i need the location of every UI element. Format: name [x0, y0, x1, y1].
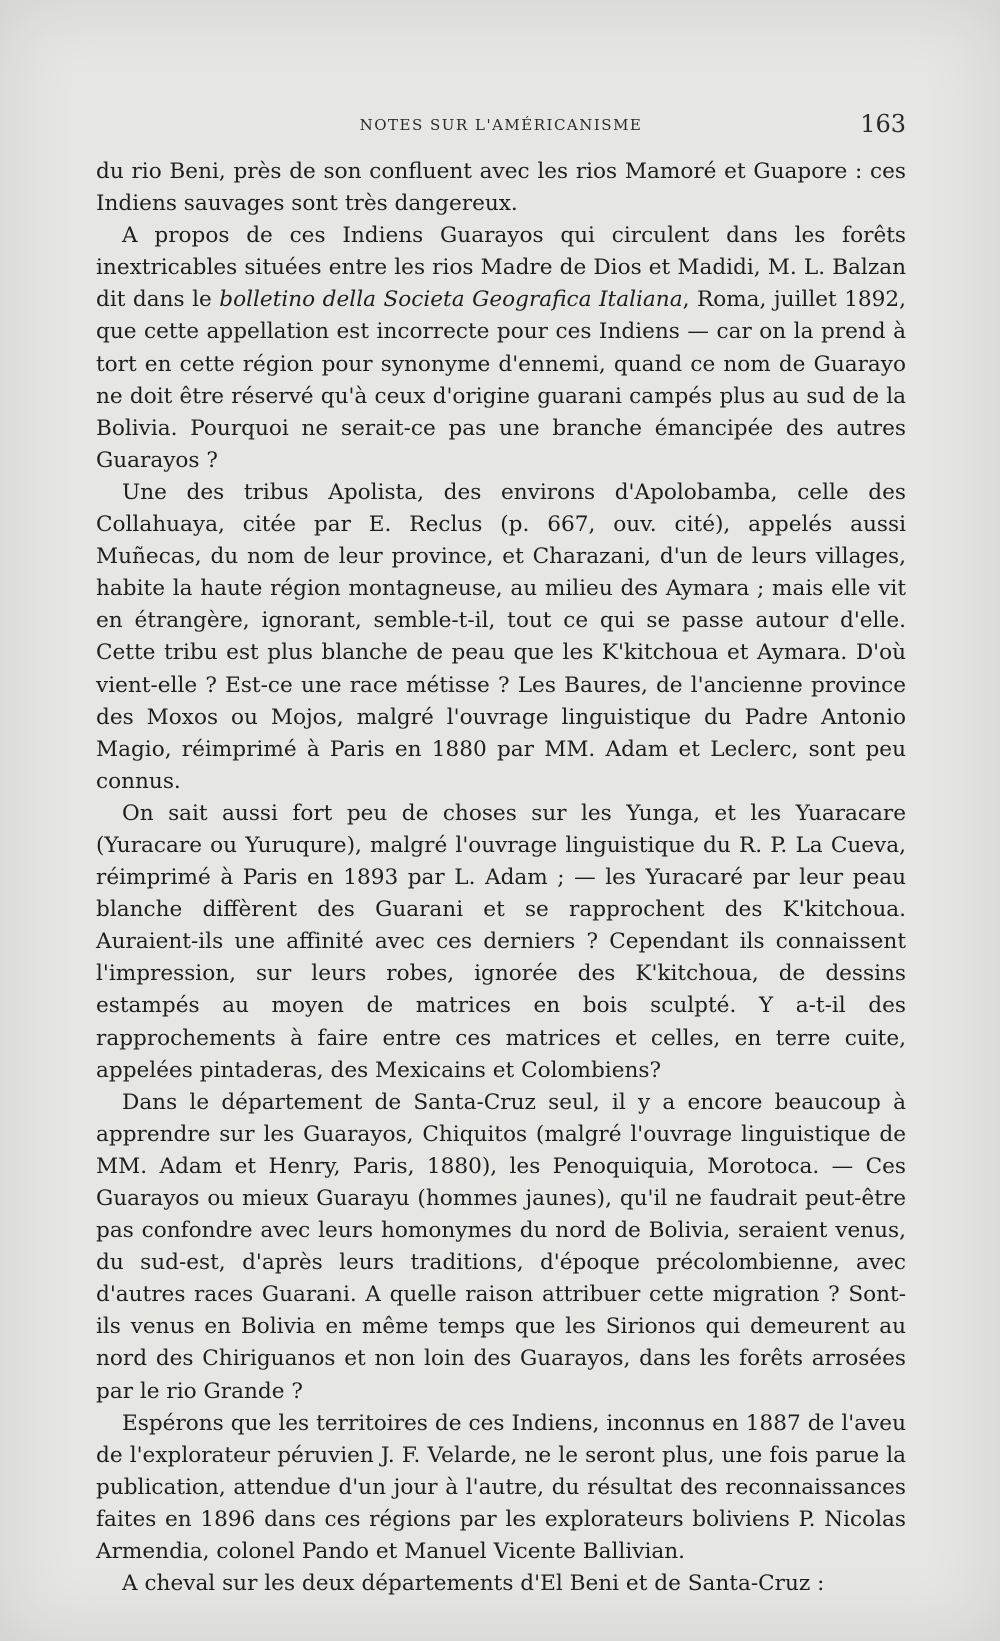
page-header	[96, 110, 906, 150]
running-head: NOTES SUR L'AMÉRICANISME	[359, 116, 643, 134]
paragraph-5: Dans le département de Santa-Cruz seul, il y a encore beaucoup à apprendre sur les Guarayos, Chiquitos (malgré l'ouvrage linguistique de MM. Adam et Henry, Paris, 1880), les Penoquiquia, Morotoca. — Ces Guarayos ou mieux Guarayu (hommes jaunes), qu'il ne faudrait peut-être pas confondre avec leurs homonymes du nord de Bolivia, seraient venus, du sud-est, d'après leurs traditions, d'époque précolombienne, avec d'autres races Guarani. A quelle raison attribuer cette migration ? Sont-ils venus en Bolivia en même temps que les Sirionos qui demeurent au nord des Chiriguanos et non loin des Guarayos, dans les forêts arrosées par le rio Grande ?	[96, 1089, 906, 1404]
paragraph-3: Une des tribus Apolista, des environs d'Apolobamba, celle des Collahuaya, citée par E. Reclus (p. 667, ouv. cité), appelés aussi Muñecas, du nom de leur province, et Charazani, d'un de leurs villages, habite la haute région montagneuse, au milieu des Aymara ; mais elle vit en étrangère, ignorant, semble-t-il, tout ce qui se passe autour d'elle. Cette tribu est plus blanche de peau que les K'kitchoua et Aymara. D'où vient-elle ? Est-ce une race métisse ? Les Baures, de l'ancienne province des Moxos ou Mojos, malgré l'ouvrage linguistique du Padre Antonio Magio, réimprimé à Paris en 1880 par MM. Adam et Leclerc, sont peu connus.	[96, 479, 906, 794]
paragraph-7: A cheval sur les deux départements d'El Beni et de Santa-Cruz :	[122, 1571, 825, 1597]
paragraph-2-text-b: , Roma, juillet 1892, que cette appellation est incorrecte pour ces Indiens — car on la prend à tort en cette région pour synonyme d'ennemi, quand ce nom de Guarayo ne doit être réservé qu'à ceux d'origine guarani campés plus au sud de la Bolivia. Pourquoi ne serait-ce pas une branche émancipée des autres Guarayos ?	[96, 287, 907, 473]
paragraph-2-text-a: A propos de ces Indiens Guarayos qui circulent dans les forêts inextricables situées entre les rios Madre de Dios et Madidi, M. L. Balzan dit dans le	[96, 223, 906, 313]
body-text	[96, 156, 906, 1600]
paragraph-6: Espérons que les territoires de ces Indiens, inconnus en 1887 de l'aveu de l'explorateur péruvien J. F. Velarde, ne le seront plus, une fois parue la publication, attendue d'un jour à l'autre, du résultat des reconnaissances faites en 1896 dans ces régions par les explorateurs boliviens P. Nicolas Armendia, colonel Pando et Manuel Vicente Ballivian.	[96, 1410, 906, 1565]
paragraph-4: On sait aussi fort peu de choses sur les Yunga, et les Yuaracare (Yuracare ou Yuruqure), malgré l'ouvrage linguistique du R. P. La Cueva, réimprimé à Paris en 1893 par L. Adam ; — les Yuracaré par leur peau blanche diffèrent des Guarani et se rapprochent des K'kitchoua. Auraient-ils une affinité avec ces derniers ? Cependant ils connaissent l'impression, sur leurs robes, ignorée des K'kitchoua, de dessins estampés au moyen de matrices en bois sculpté. Y a-t-il des rapprochements à faire entre ces matrices et celles, en terre cuite, appelées pintaderas, des Mexicains et Colombiens?	[96, 800, 906, 1083]
paragraph-1: du rio Beni, près de son confluent avec les rios Mamoré et Guapore : ces Indiens sauvages sont très dangereux.	[96, 159, 906, 217]
paragraph-2	[96, 220, 906, 477]
page-number: 163	[860, 110, 906, 138]
journal-title: bolletino della Societa Geografica Italiana	[219, 287, 683, 313]
